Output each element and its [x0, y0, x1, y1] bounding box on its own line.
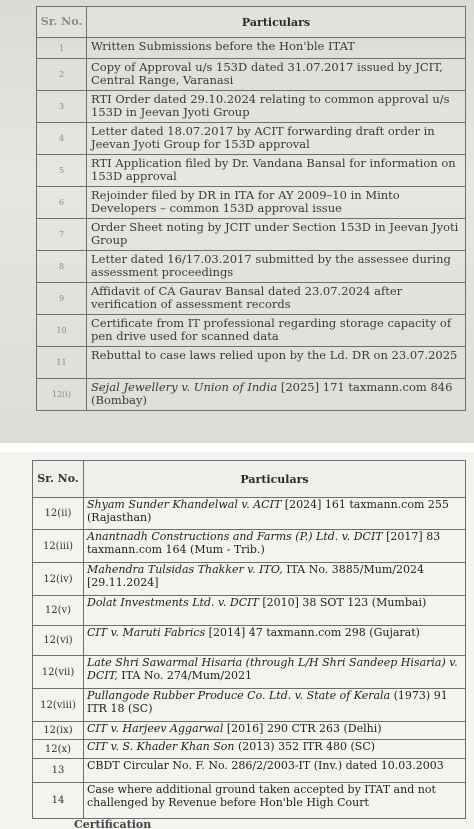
- case-name: CIT v. Maruti Fabrics: [87, 626, 206, 639]
- particulars-cell: [87, 283, 466, 315]
- particulars-cell: [87, 187, 466, 219]
- particulars-cell: [84, 783, 466, 819]
- table-row: [33, 689, 466, 722]
- particulars-text: ITA No. 274/Mum/2021: [117, 668, 253, 682]
- case-name: Dolat Investments Ltd. v. DCIT: [87, 596, 259, 609]
- particulars-cell: [84, 626, 466, 656]
- particulars-cell: [84, 656, 466, 689]
- particulars-cell: [87, 315, 466, 347]
- header-sr-no: Sr. No.: [33, 461, 84, 498]
- sr-no-cell: 8: [37, 251, 87, 283]
- particulars-text: CBDT Circular No. F. No. 286/2/2003-IT (Inv.) dated 10.03.2003: [87, 759, 444, 772]
- particulars-cell: [87, 347, 466, 379]
- table-row: [33, 740, 466, 759]
- table-row: [33, 530, 466, 563]
- particulars-text: Letter dated 16/17.03.2017 submitted by the assessee during assessment proceedings: [91, 252, 451, 279]
- particulars-text: [2025] 171 taxmann.com 846 (Bombay): [91, 380, 453, 407]
- table-row: [37, 283, 466, 315]
- particulars-text: [2014] 47 taxmann.com 298 (Gujarat): [205, 626, 420, 639]
- particulars-cell: [87, 91, 466, 123]
- particulars-text: (1973) 91 ITR 18 (SC): [87, 689, 448, 715]
- table-row: [33, 563, 466, 596]
- documents-table-2: [32, 460, 466, 819]
- case-name: Pullangode Rubber Produce Co. Ltd. v. State of Kerala: [87, 689, 391, 702]
- table-row: [33, 626, 466, 656]
- header-sr-no: Sr. No.: [37, 7, 87, 38]
- table-row: [37, 347, 466, 379]
- table-row: [33, 722, 466, 740]
- table-row: [37, 155, 466, 187]
- table-row: [37, 187, 466, 219]
- particulars-cell: [87, 219, 466, 251]
- sr-no-cell: 12(vi): [33, 626, 84, 656]
- particulars-cell: [84, 740, 466, 759]
- table-header-row: [33, 461, 466, 498]
- sr-no-cell: 14: [33, 783, 84, 819]
- particulars-cell: [84, 563, 466, 596]
- case-name: CIT v. Harjeev Aggarwal: [87, 722, 224, 735]
- case-name: CIT v. S. Khader Khan Son: [87, 740, 235, 753]
- particulars-text: Order Sheet noting by JCIT under Section 153D in Jeevan Jyoti Group: [91, 220, 459, 247]
- case-name: Mahendra Tulsidas Thakker v. ITO,: [87, 563, 283, 576]
- sr-no-cell: 13: [33, 759, 84, 783]
- particulars-cell: [84, 530, 466, 563]
- particulars-cell: [84, 722, 466, 740]
- sr-no-cell: 11: [37, 347, 87, 379]
- sr-no-cell: 5: [37, 155, 87, 187]
- table-header-row: [37, 7, 466, 38]
- particulars-text: RTI Application filed by Dr. Vandana Bansal for information on 153D approval: [91, 156, 456, 183]
- table-row: [33, 498, 466, 530]
- sr-no-cell: 10: [37, 315, 87, 347]
- particulars-cell: [87, 59, 466, 91]
- sr-no-cell: 3: [37, 91, 87, 123]
- header-particulars: Particulars: [84, 461, 466, 498]
- sr-no-cell: 9: [37, 283, 87, 315]
- table-row: [33, 759, 466, 783]
- case-name: Shyam Sunder Khandelwal v. ACIT: [87, 498, 282, 511]
- particulars-text: Written Submissions before the Hon'ble ITAT: [91, 39, 355, 53]
- table-row: [33, 596, 466, 626]
- particulars-text: Letter dated 18.07.2017 by ACIT forwarding draft order in Jeevan Jyoti Group for 153D approval: [91, 124, 435, 151]
- header-particulars: Particulars: [87, 7, 466, 38]
- documents-table-1: [36, 6, 466, 411]
- particulars-cell: [87, 38, 466, 59]
- table-row: [37, 315, 466, 347]
- case-name: Sejal Jewellery v. Union of India: [91, 380, 278, 394]
- particulars-cell: [84, 759, 466, 783]
- sr-no-cell: 2: [37, 59, 87, 91]
- sr-no-cell: 12(ii): [33, 498, 84, 530]
- particulars-text: Rebuttal to case laws relied upon by the Ld. DR on 23.07.2025: [91, 348, 458, 362]
- particulars-text: [2024] 161 taxmann.com 255 (Rajasthan): [87, 498, 449, 524]
- particulars-text: Affidavit of CA Gaurav Bansal dated 23.07.2024 after verification of assessment records: [91, 284, 403, 311]
- sr-no-cell: 7: [37, 219, 87, 251]
- particulars-text: (2013) 352 ITR 480 (SC): [234, 740, 376, 753]
- particulars-cell: [87, 379, 466, 411]
- table-row: [33, 656, 466, 689]
- particulars-text: Case where additional ground taken accepted by ITAT and not challenged by Revenue before Hon'ble High Court: [87, 783, 436, 809]
- table-row: [37, 59, 466, 91]
- sr-no-cell: 12(i): [37, 379, 87, 411]
- particulars-text: [2010] 38 SOT 123 (Mumbai): [258, 596, 427, 609]
- table-row: [37, 91, 466, 123]
- table-row: [37, 219, 466, 251]
- sr-no-cell: 4: [37, 123, 87, 155]
- particulars-cell: [87, 251, 466, 283]
- particulars-cell: [87, 123, 466, 155]
- particulars-cell: [87, 155, 466, 187]
- particulars-text: Certificate from IT professional regarding storage capacity of pen drive used for scanned data: [91, 316, 452, 343]
- table-row: [37, 379, 466, 411]
- case-name: Anantnadh Constructions and Farms (P.) Ltd. v. DCIT: [87, 530, 383, 543]
- sr-no-cell: 12(x): [33, 740, 84, 759]
- table-row: [37, 123, 466, 155]
- sr-no-cell: 12(viii): [33, 689, 84, 722]
- particulars-text: Rejoinder filed by DR in ITA for AY 2009–10 in Minto Developers – common 153D approval issue: [91, 188, 400, 215]
- particulars-cell: [84, 689, 466, 722]
- sr-no-cell: 6: [37, 187, 87, 219]
- case-name: Late Shri Sawarmal Hisaria (through L/H Shri Sandeep Hisaria) v. DCIT,: [87, 656, 458, 682]
- particulars-text: ITA No. 3885/Mum/2024 [29.11.2024]: [87, 563, 424, 589]
- sr-no-cell: 12(v): [33, 596, 84, 626]
- sr-no-cell: 1: [37, 38, 87, 59]
- particulars-text: Copy of Approval u/s 153D dated 31.07.2017 issued by JCIT, Central Range, Varanasi: [91, 60, 443, 87]
- particulars-text: [2016] 290 CTR 263 (Delhi): [223, 722, 382, 735]
- particulars-text: RTI Order dated 29.10.2024 relating to common approval u/s 153D in Jeevan Jyoti Group: [91, 92, 450, 119]
- sr-no-cell: 12(vii): [33, 656, 84, 689]
- sr-no-cell: 12(iv): [33, 563, 84, 596]
- table-row: [37, 251, 466, 283]
- particulars-text: [2017] 83 taxmann.com 164 (Mum - Trib.): [87, 530, 441, 556]
- particulars-cell: [84, 596, 466, 626]
- particulars-cell: [84, 498, 466, 530]
- trailing-heading: Certification: [74, 818, 152, 829]
- sr-no-cell: 12(ix): [33, 722, 84, 740]
- sr-no-cell: 12(iii): [33, 530, 84, 563]
- table-row: [37, 38, 466, 59]
- table-row: [33, 783, 466, 819]
